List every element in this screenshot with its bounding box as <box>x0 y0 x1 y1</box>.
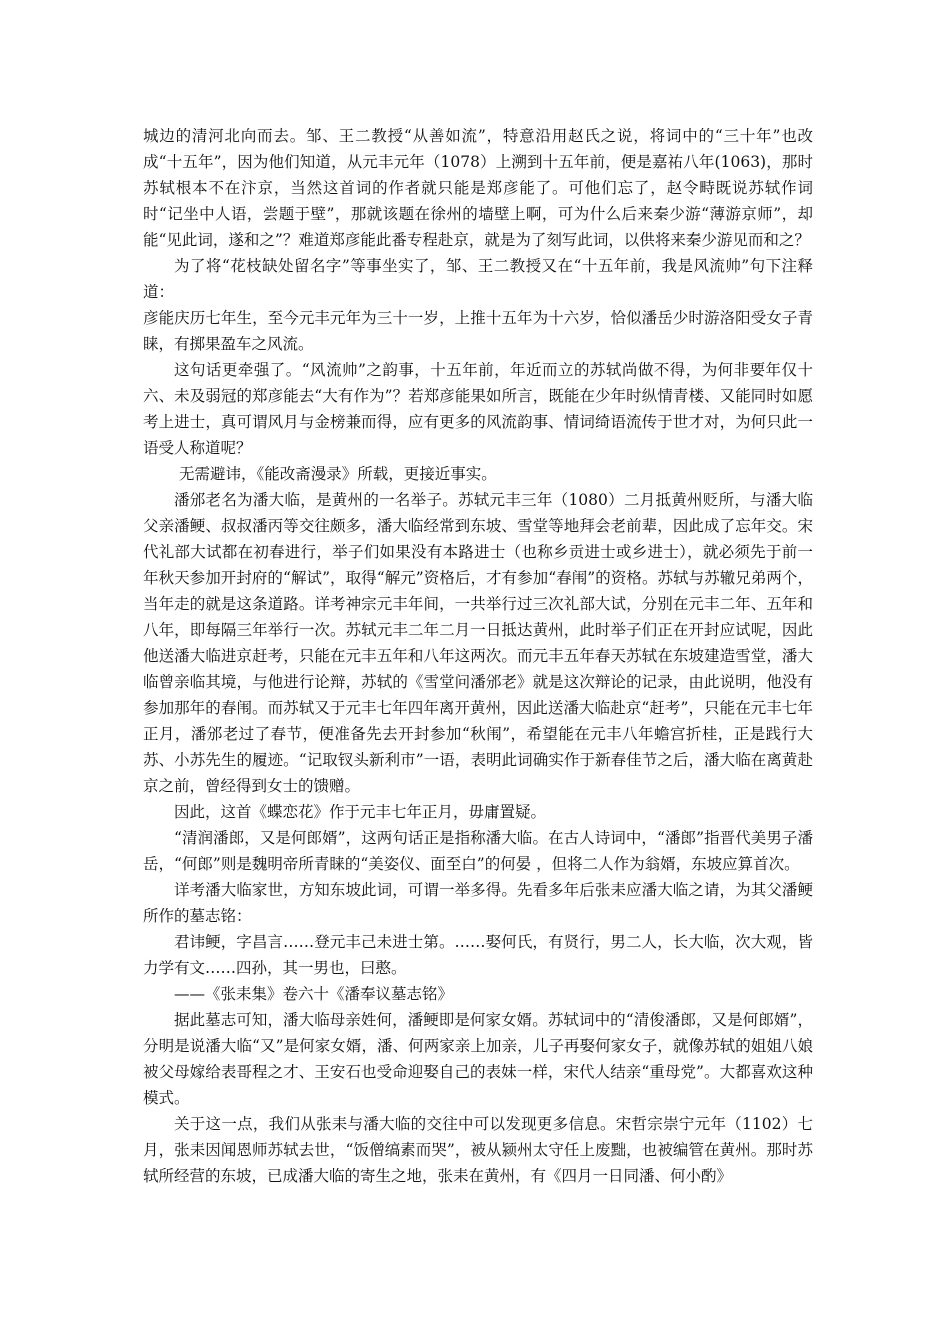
paragraph: 这句话更牵强了。“风流帅”之韵事，十五年前，年近而立的苏轼尚做不得，为何非要年仅十六、未及弱冠的郑彦能去“大有作为”？若郑彦能果如所言，既能在少年时纵情青楼、又能同时如愿考上进士，真可谓风月与金榜兼而得，应有更多的风流韵事、情词绮语流传于世才对，为何只此一语受人称道呢？ <box>143 361 813 457</box>
paragraph: 关于这一点，我们从张耒与潘大临的交往中可以发现更多信息。宋哲宗崇宁元年（1102）七月，张耒因闻恩师苏轼去世，“饭僧缟素而哭”，被从颍州太守任上废黜，也被编管在黄州。那时苏轼所经营的东坡，已成潘大临的寄生之地，张耒在黄州，有《四月一日同潘、何小酌》 <box>143 1115 813 1185</box>
paragraph: 无需避讳，《能改斋漫录》所载，更接近事实。 <box>179 465 497 483</box>
paragraph: ——《张耒集》卷六十《潘奉议墓志铭》 <box>174 985 454 1003</box>
paragraph: 彦能庆历七年生，至今元丰元年为三十一岁，上推十五年为十六岁，恰似潘岳少时游洛阳受女子青睐，有掷果盈车之风流。 <box>143 309 813 353</box>
paragraph: 据此墓志可知，潘大临母亲姓何，潘鲠即是何家女婿。苏轼词中的“清俊潘郎，又是何郎婿”，分明是说潘大临“又”是何家女婿，潘、何两家亲上加亲，儿子再娶何家女子，就像苏轼的姐姐八娘被父母嫁给表哥程之才、王安石也受命迎娶自己的表妹一样，宋代人结亲“重母党”。大都喜欢这种模式。 <box>143 1011 813 1107</box>
paragraph: 君讳鲠，字昌言……登元丰己未进士第。……娶何氏，有贤行，男二人，长大临，次大观，皆力学有文……四孙，其一男也，曰憨。 <box>143 933 813 977</box>
paragraph: 城边的清河北向而去。邹、王二教授“从善如流”，特意沿用赵氏之说，将词中的“三十年”也改成“十五年”，因为他们知道，从元丰元年（1078）上溯到十五年前，便是嘉祐八年(1063)，那时苏轼根本不在汴京，当然这首词的作者就只能是郑彦能了。可他们忘了，赵令畤既说苏轼作词时“记坐中人语，尝题于壁”，那就该题在徐州的墙壁上啊，可为什么后来秦少游“薄游京师”，却能“见此词，遂和之”？难道郑彦能此番专程赴京，就是为了刻写此词，以供将来秦少游见而和之？ <box>143 127 813 249</box>
paragraph: 详考潘大临家世，方知东坡此词，可谓一举多得。先看多年后张耒应潘大临之请，为其父潘鲠所作的墓志铭： <box>143 881 813 925</box>
article-body <box>143 123 813 1189</box>
paragraph: “清润潘郎，又是何郎婿”，这两句话正是指称潘大临。在古人诗词中，“潘郎”指晋代美男子潘岳，“何郎”则是魏明帝所青睐的“美姿仪、面至白”的何晏 ，但将二人作为翁婿，东坡应算首次。 <box>143 829 813 873</box>
paragraph: 因此，这首《蝶恋花》作于元丰七年正月，毋庸置疑。 <box>174 803 547 821</box>
paragraph: 潘邠老名为潘大临，是黄州的一名举子。苏轼元丰三年（1080）二月抵黄州贬所，与潘大临父亲潘鲠、叔叔潘丙等交往颇多，潘大临经常到东坡、雪堂等地拜会老前辈，因此成了忘年交。宋代礼部大试都在初春进行，举子们如果没有本路进士（也称乡贡进士或乡进士），就必须先于前一年秋天参加开封府的“解试”，取得“解元”资格后，才有参加“春闱”的资格。苏轼与苏辙兄弟两个，当年走的就是这条道路。详考神宗元丰年间，一共举行过三次礼部大试，分别在元丰二年、五年和八年，即每隔三年举行一次。苏轼元丰二年二月一日抵达黄州，此时举子们正在开封应试呢，因此他送潘大临进京赶考，只能在元丰五年和八年这两次。而元丰五年春天苏轼在东坡建造雪堂，潘大临曾亲临其境，与他进行论辩，苏轼的《雪堂问潘邠老》就是这次辩论的记录，由此说明，他没有参加那年的春闱。而苏轼又于元丰七年四年离开黄州，因此送潘大临赴京“赶考”，只能在元丰七年正月，潘邠老过了春节，便准备先去开封参加“秋闱”，希望能在元丰八年蟾宫折桂，正是践行大苏、小苏先生的履迹。“记取钗头新利市”一语，表明此词确实作于新春佳节之后，潘大临在离黄赴京之前，曾经得到女士的馈赠。 <box>143 491 813 795</box>
paragraph: 为了将“花枝缺处留名字”等事坐实了，邹、王二教授又在“十五年前，我是风流帅”句下注释道： <box>143 257 813 301</box>
